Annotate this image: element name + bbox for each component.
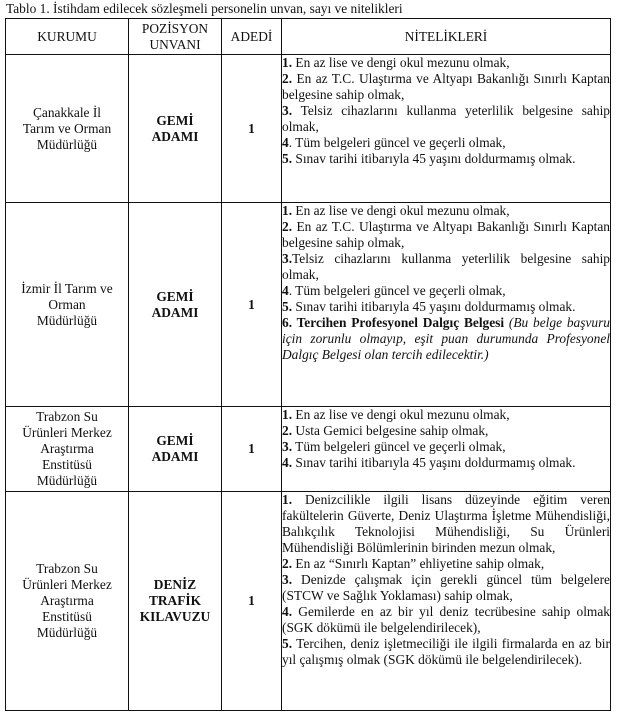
nitelik-number: 3. <box>282 103 293 118</box>
kurumu-line: Enstitüsü <box>42 609 92 624</box>
kurumu-line: Araştırma <box>40 593 94 608</box>
nitelik-item <box>282 439 610 455</box>
nitelik-number: 6. Tercihen Profesyonel Dalgıç Belgesi <box>282 315 505 330</box>
nitelik-item <box>282 283 610 299</box>
nitelik-item <box>282 636 610 668</box>
nitelik-item <box>282 455 610 471</box>
table-row <box>6 203 611 407</box>
nitelik-item <box>282 492 610 556</box>
header-pozisyon <box>129 19 222 55</box>
kurumu-line: Müdürlüğü <box>36 136 98 152</box>
nitelikler-cell <box>282 55 611 203</box>
nitelik-text: Tercihen, deniz işletmeciliği ile ilgili firmalarda en az bir yıl çalışmış olmak (SGK dökümü ile belgelendirilecek). <box>282 636 610 667</box>
pozisyon-line: ADAMI <box>151 449 199 464</box>
kurumu-cell <box>6 492 129 711</box>
header-kurumu: KURUMU <box>6 19 129 55</box>
nitelik-text: Denizcilikle ilgili lisans düzeyinde eğitim veren fakültelerin Güverte, Deniz Ulaştırma İşletme Mühendisliği, Balıkçılık Teknolojisi Mühendisliği, Su Ürünleri Mühendisliği Bölümlerinin birinden mezun olmak, <box>282 492 610 555</box>
header-pozisyon-line1: POZİSYON <box>141 20 209 36</box>
header-nitelikleri: NİTELİKLERİ <box>282 19 611 55</box>
nitelik-text: En az lise ve dengi okul mezunu olmak, <box>292 203 510 218</box>
kurumu-line: Tarım ve Orman <box>22 120 112 136</box>
nitelik-text: . Tüm belgeleri güncel ve geçerli olmak, <box>288 283 506 298</box>
table-row <box>6 55 611 203</box>
nitelik-item <box>282 407 610 423</box>
pozisyon-cell <box>129 203 222 407</box>
nitelik-item <box>282 556 610 572</box>
nitelik-number: 3. <box>282 439 293 454</box>
nitelik-item <box>282 219 610 251</box>
nitelik-item <box>282 423 610 439</box>
adedi-cell: 1 <box>222 203 282 407</box>
nitelik-text: Sınav tarihi itibarıyla 45 yaşını doldurmamış olmak. <box>292 299 576 314</box>
pozisyon-line: ADAMI <box>151 304 199 320</box>
table-row <box>6 492 611 711</box>
nitelik-number: 3. <box>282 572 293 587</box>
nitelik-text: En az “Sınırlı Kaptan” ehliyetine sahip olmak, <box>292 556 545 571</box>
kurumu-line: Trabzon Su <box>36 561 98 576</box>
pozisyon-cell <box>129 55 222 203</box>
kurumu-line: Ürünleri Merkez <box>22 425 112 440</box>
adedi-cell: 1 <box>222 407 282 492</box>
pozisyon-line: ADAMI <box>151 128 199 144</box>
pozisyon-line: GEMİ <box>156 112 194 128</box>
nitelikler-cell <box>282 203 611 407</box>
nitelik-text: En az T.C. Ulaştırma ve Altyapı Bakanlığı Sınırlı Kaptan belgesine sahip olmak, <box>282 71 610 102</box>
nitelik-number: 2. <box>282 219 293 234</box>
nitelik-number: 1. <box>282 492 293 507</box>
nitelik-number: 5. <box>282 151 293 166</box>
pozisyon-line: GEMİ <box>156 288 194 304</box>
nitelik-number: 4. <box>282 604 293 619</box>
nitelik-number: 4 <box>282 283 289 298</box>
nitelik-text: En az T.C. Ulaştırma ve Altyapı Bakanlığı Sınırlı Kaptan belgesine sahip olmak, <box>282 219 610 250</box>
header-pozisyon-line2: UNVANI <box>149 36 201 52</box>
nitelik-item <box>282 135 610 151</box>
table-row <box>6 407 611 492</box>
pozisyon-line: TRAFİK <box>148 593 202 608</box>
nitelik-text: Telsiz cihazlarını kullanma yeterlilik belgesine sahip olmak, <box>282 103 610 134</box>
personnel-table <box>5 18 611 711</box>
nitelik-number: 1. <box>282 203 293 218</box>
nitelik-number: 2. <box>282 556 293 571</box>
nitelik-number: 5. <box>282 636 293 651</box>
nitelik-item <box>282 251 610 283</box>
kurumu-line: Müdürlüğü <box>36 312 98 328</box>
kurumu-line: Trabzon Su <box>36 409 98 424</box>
nitelik-number: 1. <box>282 55 293 70</box>
nitelik-text: En az lise ve dengi okul mezunu olmak, <box>292 55 510 70</box>
nitelik-number: 5. <box>282 299 293 314</box>
kurumu-cell <box>6 203 129 407</box>
nitelik-text: Telsiz cihazlarını kullanma yeterlilik belgesine sahip olmak, <box>282 251 610 282</box>
nitelik-number: 2. <box>282 71 293 86</box>
nitelik-item <box>282 151 610 167</box>
nitelik-note: (Bu belge başvuru için zorunlu olmayıp, eşit puan durumunda Profesyonel Dalgıç Belgesi olan tercih edilecektir.) <box>282 315 610 362</box>
nitelik-number: 4. <box>282 455 293 470</box>
nitelik-item <box>282 103 610 135</box>
kurumu-line: Çanakkale İl <box>32 104 102 120</box>
header-adedi: ADEDİ <box>222 19 282 55</box>
nitelik-item <box>282 604 610 636</box>
nitelik-item <box>282 203 610 219</box>
kurumu-line: İzmir İl Tarım ve <box>21 280 113 296</box>
nitelik-text: . Tüm belgeleri güncel ve geçerli olmak, <box>288 135 506 150</box>
kurumu-line: Araştırma <box>40 441 94 456</box>
nitelik-text: En az lise ve dengi okul mezunu olmak, <box>292 407 510 422</box>
pozisyon-line: KILAVUZU <box>139 609 211 624</box>
adedi-cell: 1 <box>222 55 282 203</box>
nitelik-item <box>282 315 610 363</box>
kurumu-line: Orman <box>48 296 86 312</box>
kurumu-line: Müdürlüğü <box>36 473 98 488</box>
nitelik-number: 3. <box>282 251 293 266</box>
nitelikler-cell <box>282 492 611 711</box>
nitelik-item <box>282 71 610 103</box>
nitelik-text: Denizde çalışmak için gerekli güncel tüm belgelere (STCW ve Sağlık Yoklaması) sahip olmak, <box>282 572 610 603</box>
pozisyon-cell <box>129 492 222 711</box>
kurumu-cell <box>6 55 129 203</box>
nitelik-number: 1. <box>282 407 293 422</box>
kurumu-line: Enstitüsü <box>42 457 92 472</box>
adedi-cell: 1 <box>222 492 282 711</box>
table-caption: Tablo 1. İstihdam edilecek sözleşmeli personelin unvan, sayı ve nitelikleri <box>6 1 403 16</box>
nitelik-number: 2. <box>282 423 293 438</box>
kurumu-line: Ürünleri Merkez <box>22 577 112 592</box>
nitelik-number: 4 <box>282 135 289 150</box>
nitelik-item <box>282 55 610 71</box>
nitelik-text: Gemilerde en az bir yıl deniz tecrübesine sahip olmak (SGK dökümü ile belgelendirilecek), <box>282 604 610 635</box>
kurumu-cell <box>6 407 129 492</box>
pozisyon-cell <box>129 407 222 492</box>
nitelik-text: Sınav tarihi itibarıyla 45 yaşını doldurmamış olmak. <box>292 151 576 166</box>
pozisyon-line: DENİZ <box>153 577 197 592</box>
kurumu-line: Müdürlüğü <box>36 625 98 640</box>
nitelik-item <box>282 572 610 604</box>
nitelikler-cell <box>282 407 611 492</box>
nitelik-text: Sınav tarihi itibarıyla 45 yaşını doldurmamış olmak. <box>292 455 576 470</box>
nitelik-text: Tüm belgeleri güncel ve geçerli olmak, <box>292 439 506 454</box>
pozisyon-line: GEMİ <box>156 433 194 448</box>
header-row <box>6 19 611 55</box>
nitelik-text: Usta Gemici belgesine sahip olmak, <box>292 423 489 438</box>
nitelik-item <box>282 299 610 315</box>
